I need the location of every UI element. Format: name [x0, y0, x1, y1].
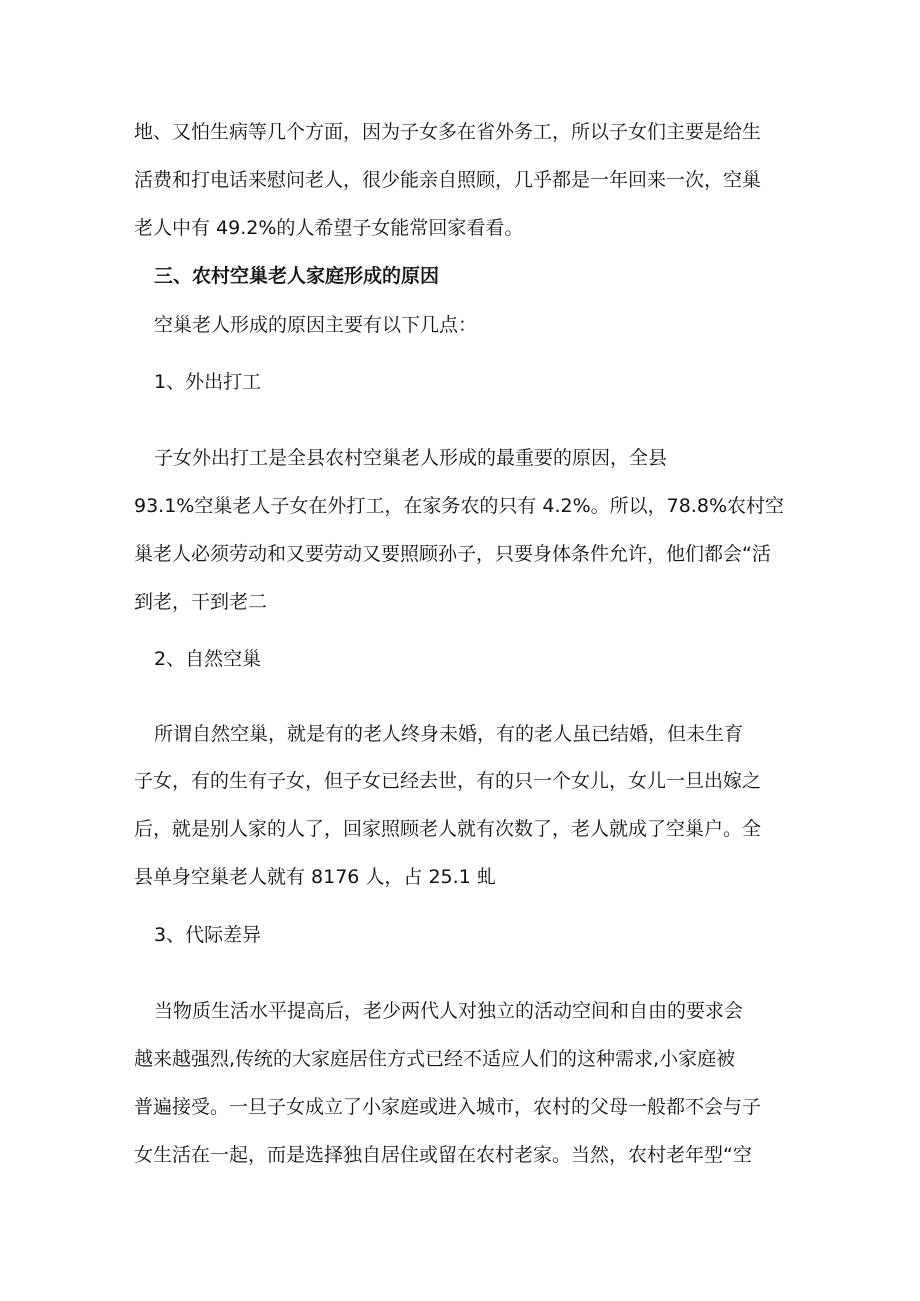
paragraph-line: 所谓自然空巢，就是有的老人终身未婚，有的老人虽已结婚，但未生育 [154, 723, 744, 745]
paragraph-line: 老人中有 49.2%的人希望子女能常回家看看。 [134, 217, 524, 239]
subheading: 2、自然空巢 [154, 648, 262, 670]
paragraph-line: 当物质生活水平提高后，老少两代人对独立的活动空间和自由的要求会 [154, 1000, 744, 1022]
paragraph-line: 到老，干到老二 [134, 591, 268, 613]
paragraph-line: 县单身空巢老人就有 8176 人，占 25.1 虬 [134, 866, 496, 888]
paragraph-line: 后，就是别人家的人了，回家照顾老人就有次数了，老人就成了空巢户。全 [134, 818, 762, 840]
paragraph-line: 越来越强烈,传统的大家庭居住方式已经不适应人们的这种需求,小家庭被 [134, 1048, 736, 1070]
subheading: 1、外出打工 [154, 371, 262, 393]
paragraph-line: 子女，有的生有子女，但子女已经去世，有的只一个女儿，女儿一旦出嫁之 [134, 770, 762, 792]
paragraph-line: 普遍接受。一旦子女成立了小家庭或进入城市，农村的父母一般都不会与子 [134, 1096, 762, 1118]
paragraph-line: 子女外出打工是全县农村空巢老人形成的最重要的原因，全县 [154, 447, 668, 469]
subheading: 3、代际差异 [154, 924, 262, 946]
paragraph-line: 空巢老人形成的原因主要有以下几点： [154, 314, 478, 336]
paragraph-line: 巢老人必须劳动和又要劳动又要照顾孙子，只要身体条件允许，他们都会“活 [134, 543, 771, 565]
paragraph-line: 93.1%空巢老人子女在外打工，在家务农的只有 4.2%。所以，78.8%农村空 [134, 495, 785, 517]
section-heading: 三、农村空巢老人家庭形成的原因 [154, 265, 440, 287]
paragraph-line: 地、又怕生病等几个方面，因为子女多在省外务工，所以子女们主要是给生 [134, 121, 762, 143]
paragraph-line: 女生活在一起，而是选择独自居住或留在农村老家。当然，农村老年型“空 [134, 1144, 752, 1166]
paragraph-line: 活费和打电话来慰问老人，很少能亲自照顾，几乎都是一年回来一次，空巢 [134, 169, 762, 191]
